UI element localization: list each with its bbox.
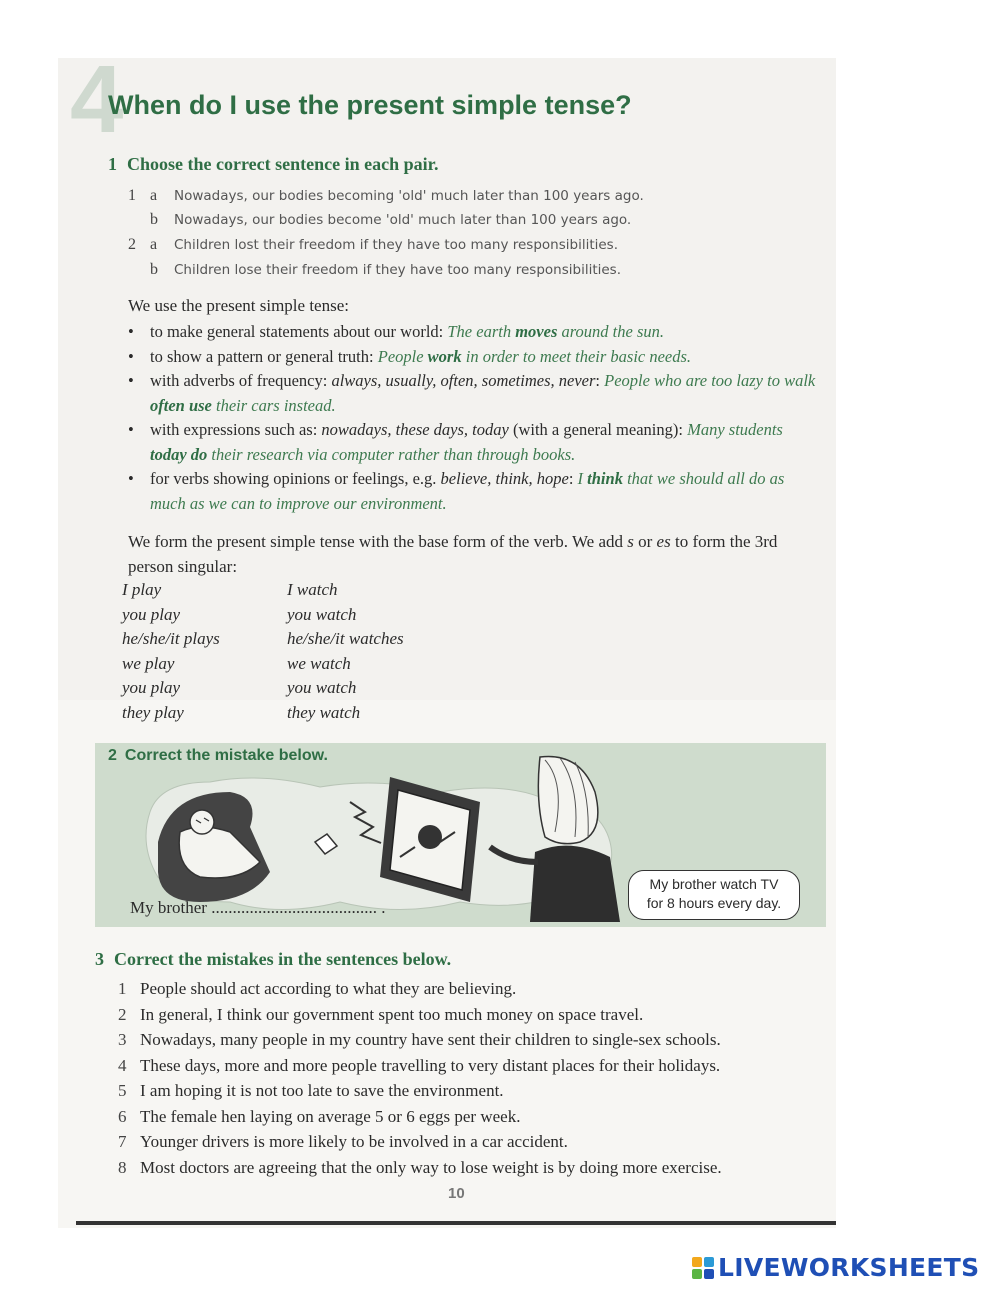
uses-intro: We use the present simple tense: bbox=[128, 296, 349, 315]
conjugation-row: we play we watch bbox=[122, 653, 351, 673]
exercise-1-item[interactable]: 1 a Nowadays, our bodies becoming 'old' much later than 100 years ago. bbox=[128, 187, 644, 204]
unit-number: 4 bbox=[70, 46, 124, 153]
exercise-2-answer-line[interactable]: My brother ....................................... . bbox=[130, 898, 386, 917]
exercise-2-heading: 2 Correct the mistake below. bbox=[108, 747, 328, 764]
conjugation-row: they play they watch bbox=[122, 702, 361, 722]
exercise-1-number: 1 bbox=[108, 154, 117, 174]
exercise-1-title: Choose the correct sentence in each pair. bbox=[127, 154, 439, 174]
exercise-3-list bbox=[118, 976, 722, 1180]
exercise-3-heading bbox=[95, 949, 451, 970]
conjugation-row: you play you watch bbox=[122, 604, 357, 624]
exercise-3-item[interactable]: 5 I am hoping it is not too late to save the environment. bbox=[118, 1081, 504, 1100]
exercise-1-item[interactable]: b Nowadays, our bodies become 'old' much later than 100 years ago. bbox=[150, 211, 632, 228]
conjugation-row: he/she/it plays he/she/it watches bbox=[122, 629, 404, 648]
form-intro: We form the present simple tense with the base form of the verb. We add s or es to form the 3rd person singular: bbox=[128, 532, 778, 576]
exercise-1-item[interactable]: 2 a Children lost their freedom if they have too many responsibilities. bbox=[128, 236, 618, 253]
exercise-3-item[interactable]: 6 The female hen laying on average 5 or 6 eggs per week. bbox=[118, 1106, 521, 1126]
exercise-1-item[interactable]: b Children lose their freedom if they have too many responsibilities. bbox=[150, 261, 622, 278]
conjugation-row: I play I watch bbox=[122, 580, 338, 599]
conjugation-table bbox=[122, 578, 404, 725]
liveworksheets-logo-icon bbox=[692, 1257, 714, 1279]
exercise-3-item[interactable]: 2 In general, I think our government spent too much money on space travel. bbox=[118, 1004, 644, 1024]
cartoon-illustration bbox=[140, 752, 640, 922]
usage-list bbox=[128, 320, 818, 516]
usage-bullet: • with expressions such as: nowadays, these days, today (with a general meaning): Many students today do their research via computer rather than through books. bbox=[128, 420, 783, 464]
liveworksheets-brand-text: LIVEWORKSHEETS bbox=[718, 1253, 980, 1282]
liveworksheets-logo[interactable] bbox=[692, 1253, 979, 1282]
exercise-3-title: Correct the mistakes in the sentences below. bbox=[114, 949, 452, 969]
exercise-3-item[interactable]: 4 These days, more and more people travelling to very distant places for their holidays. bbox=[118, 1055, 721, 1075]
exercise-3-item[interactable]: 7 Younger drivers is more likely to be involved in a car accident. bbox=[118, 1132, 568, 1151]
bottom-rule bbox=[76, 1221, 836, 1225]
speech-bubble: My brother watch TV for 8 hours every day. bbox=[628, 870, 800, 920]
conjugation-row: you play you watch bbox=[122, 678, 357, 697]
usage-bullet: • to show a pattern or general truth: People work in order to meet their basic needs. bbox=[128, 346, 692, 366]
page-number: 10 bbox=[448, 1185, 465, 1202]
exercise-3-item[interactable]: 8 Most doctors are agreeing that the only way to lose weight is by doing more exercise. bbox=[118, 1157, 722, 1177]
page-title: When do I use the present simple tense? bbox=[108, 90, 632, 120]
usage-bullet: • to make general statements about our world: The earth moves around the sun. bbox=[128, 322, 665, 341]
usage-bullet: • with adverbs of frequency: always, usually, often, sometimes, never: People who are too lazy to walk often use their cars instead. bbox=[128, 371, 816, 415]
exercise-3-number: 3 bbox=[95, 949, 104, 969]
usage-bullet: • for verbs showing opinions or feelings, e.g. believe, think, hope: I think that we should all do as much as we can to improve our environment. bbox=[128, 469, 785, 513]
exercise-3-item[interactable]: 1 People should act according to what they are believing. bbox=[118, 979, 517, 998]
exercise-3-item[interactable]: 3 Nowadays, many people in my country have sent their children to single-sex schools. bbox=[118, 1030, 721, 1049]
exercise-1-heading bbox=[108, 154, 438, 175]
